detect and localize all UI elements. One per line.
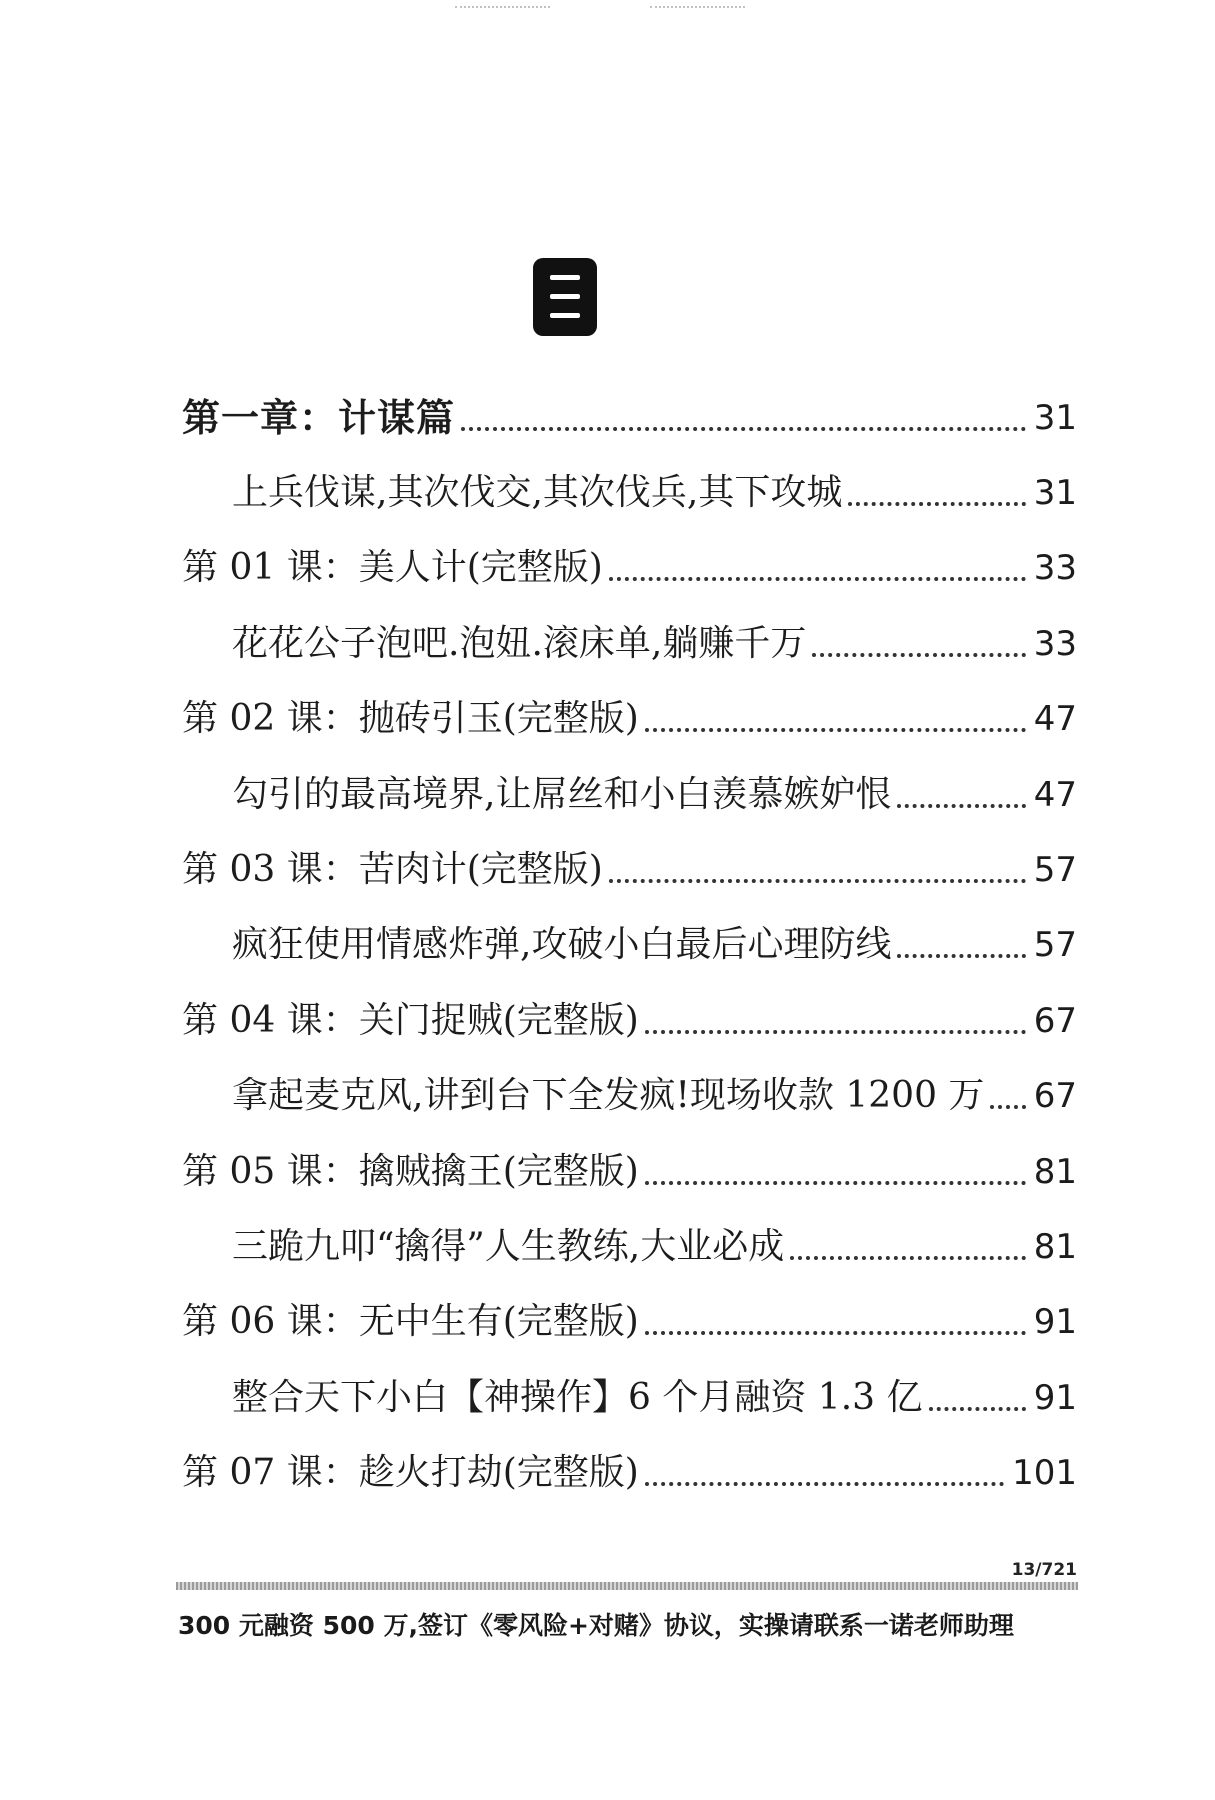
page-counter: 13/721 <box>1011 1560 1077 1580</box>
glyph-bar <box>550 275 580 280</box>
toc-entry-title: 拿起麦克风,讲到台下全发疯!现场收款 1200 万 <box>232 1075 985 1117</box>
toc-dot-leader <box>645 1030 1026 1034</box>
scan-artifact <box>650 6 745 12</box>
toc-heading-glyph <box>533 258 597 336</box>
scan-artifact <box>455 6 550 12</box>
toc-entry-page: 47 <box>1033 774 1077 815</box>
toc-entry-page: 47 <box>1033 699 1077 740</box>
glyph-bar <box>550 294 580 299</box>
toc-entry-title: 疯狂使用情感炸弹,攻破小白最后心理防线 <box>232 924 892 966</box>
toc-entry-title: 第一章：计谋篇 <box>182 395 456 440</box>
toc-entry-title: 第 05 课：擒贼擒王(完整版) <box>182 1150 639 1192</box>
toc-entry-page: 91 <box>1033 1377 1077 1418</box>
toc-entry-title: 三跪九叩“擒得”人生教练,大业必成 <box>232 1225 785 1267</box>
toc-dot-leader <box>848 502 1025 506</box>
toc-entry-title: 花花公子泡吧.泡妞.滚床单,躺赚千万 <box>232 622 807 664</box>
toc-entry-subtitle[interactable] <box>182 1059 1077 1134</box>
toc-dot-leader <box>897 804 1025 808</box>
toc-entry-chapter[interactable] <box>182 380 1077 455</box>
toc-dot-leader <box>645 1181 1026 1185</box>
toc-entry-lesson[interactable] <box>182 983 1077 1058</box>
toc-dot-leader <box>790 1256 1025 1260</box>
toc-entry-title: 整合天下小白【神操作】6 个月融资 1.3 亿 <box>232 1376 923 1418</box>
toc-entry-page: 101 <box>1012 1453 1077 1494</box>
toc-entry-page: 31 <box>1033 397 1077 438</box>
toc-entry-title: 勾引的最高境界,让屌丝和小白羡慕嫉妒恨 <box>232 773 892 815</box>
toc-entry-page: 81 <box>1033 1151 1077 1192</box>
toc-entry-page: 33 <box>1033 548 1077 589</box>
toc-dot-leader <box>645 1331 1026 1335</box>
toc-entry-lesson[interactable] <box>182 1435 1077 1510</box>
toc-entry-page: 57 <box>1033 925 1077 966</box>
toc-entry-title: 上兵伐谋,其次伐交,其次伐兵,其下攻城 <box>232 472 843 514</box>
toc-dot-leader <box>461 427 1026 431</box>
toc-dot-leader <box>645 728 1026 732</box>
toc-dot-leader <box>990 1105 1025 1109</box>
footer-note: 300 元融资 500 万,签订《零风险+对赌》协议，实操请联系一诺老师助理 <box>178 1611 1014 1640</box>
toc-entry-subtitle[interactable] <box>182 455 1077 530</box>
toc-entry-lesson[interactable] <box>182 531 1077 606</box>
toc-entry-title: 第 06 课：无中生有(完整版) <box>182 1301 639 1343</box>
toc-dot-leader <box>812 653 1025 657</box>
toc-entry-title: 第 03 课：苦肉计(完整版) <box>182 849 603 891</box>
toc-entry-title: 第 04 课：关门捉贼(完整版) <box>182 999 639 1041</box>
toc-entry-subtitle[interactable] <box>182 757 1077 832</box>
toc-dot-leader <box>609 577 1026 581</box>
toc-entry-subtitle[interactable] <box>182 1209 1077 1284</box>
toc-entry-lesson[interactable] <box>182 1134 1077 1209</box>
toc-entry-lesson[interactable] <box>182 682 1077 757</box>
toc-entry-lesson[interactable] <box>182 1285 1077 1360</box>
toc-entry-title: 第 01 课：美人计(完整版) <box>182 547 603 589</box>
glyph-bar <box>550 313 580 318</box>
toc-entry-title: 第 02 课：抛砖引玉(完整版) <box>182 698 639 740</box>
toc-entry-title: 第 07 课：趁火打劫(完整版) <box>182 1452 639 1494</box>
toc-entry-subtitle[interactable] <box>182 908 1077 983</box>
toc-entry-page: 91 <box>1033 1302 1077 1343</box>
toc-entry-lesson[interactable] <box>182 832 1077 907</box>
footer-divider <box>176 1582 1078 1590</box>
table-of-contents <box>182 380 1077 1511</box>
toc-entry-page: 57 <box>1033 850 1077 891</box>
toc-entry-page: 67 <box>1033 1076 1077 1117</box>
toc-dot-leader <box>609 879 1026 883</box>
toc-dot-leader <box>645 1482 1004 1486</box>
toc-entry-page: 81 <box>1033 1226 1077 1267</box>
toc-dot-leader <box>929 1407 1026 1411</box>
toc-dot-leader <box>897 954 1025 958</box>
toc-entry-page: 67 <box>1033 1000 1077 1041</box>
toc-entry-subtitle[interactable] <box>182 606 1077 681</box>
toc-entry-page: 31 <box>1033 473 1077 514</box>
toc-entry-subtitle[interactable] <box>182 1360 1077 1435</box>
toc-entry-page: 33 <box>1033 623 1077 664</box>
